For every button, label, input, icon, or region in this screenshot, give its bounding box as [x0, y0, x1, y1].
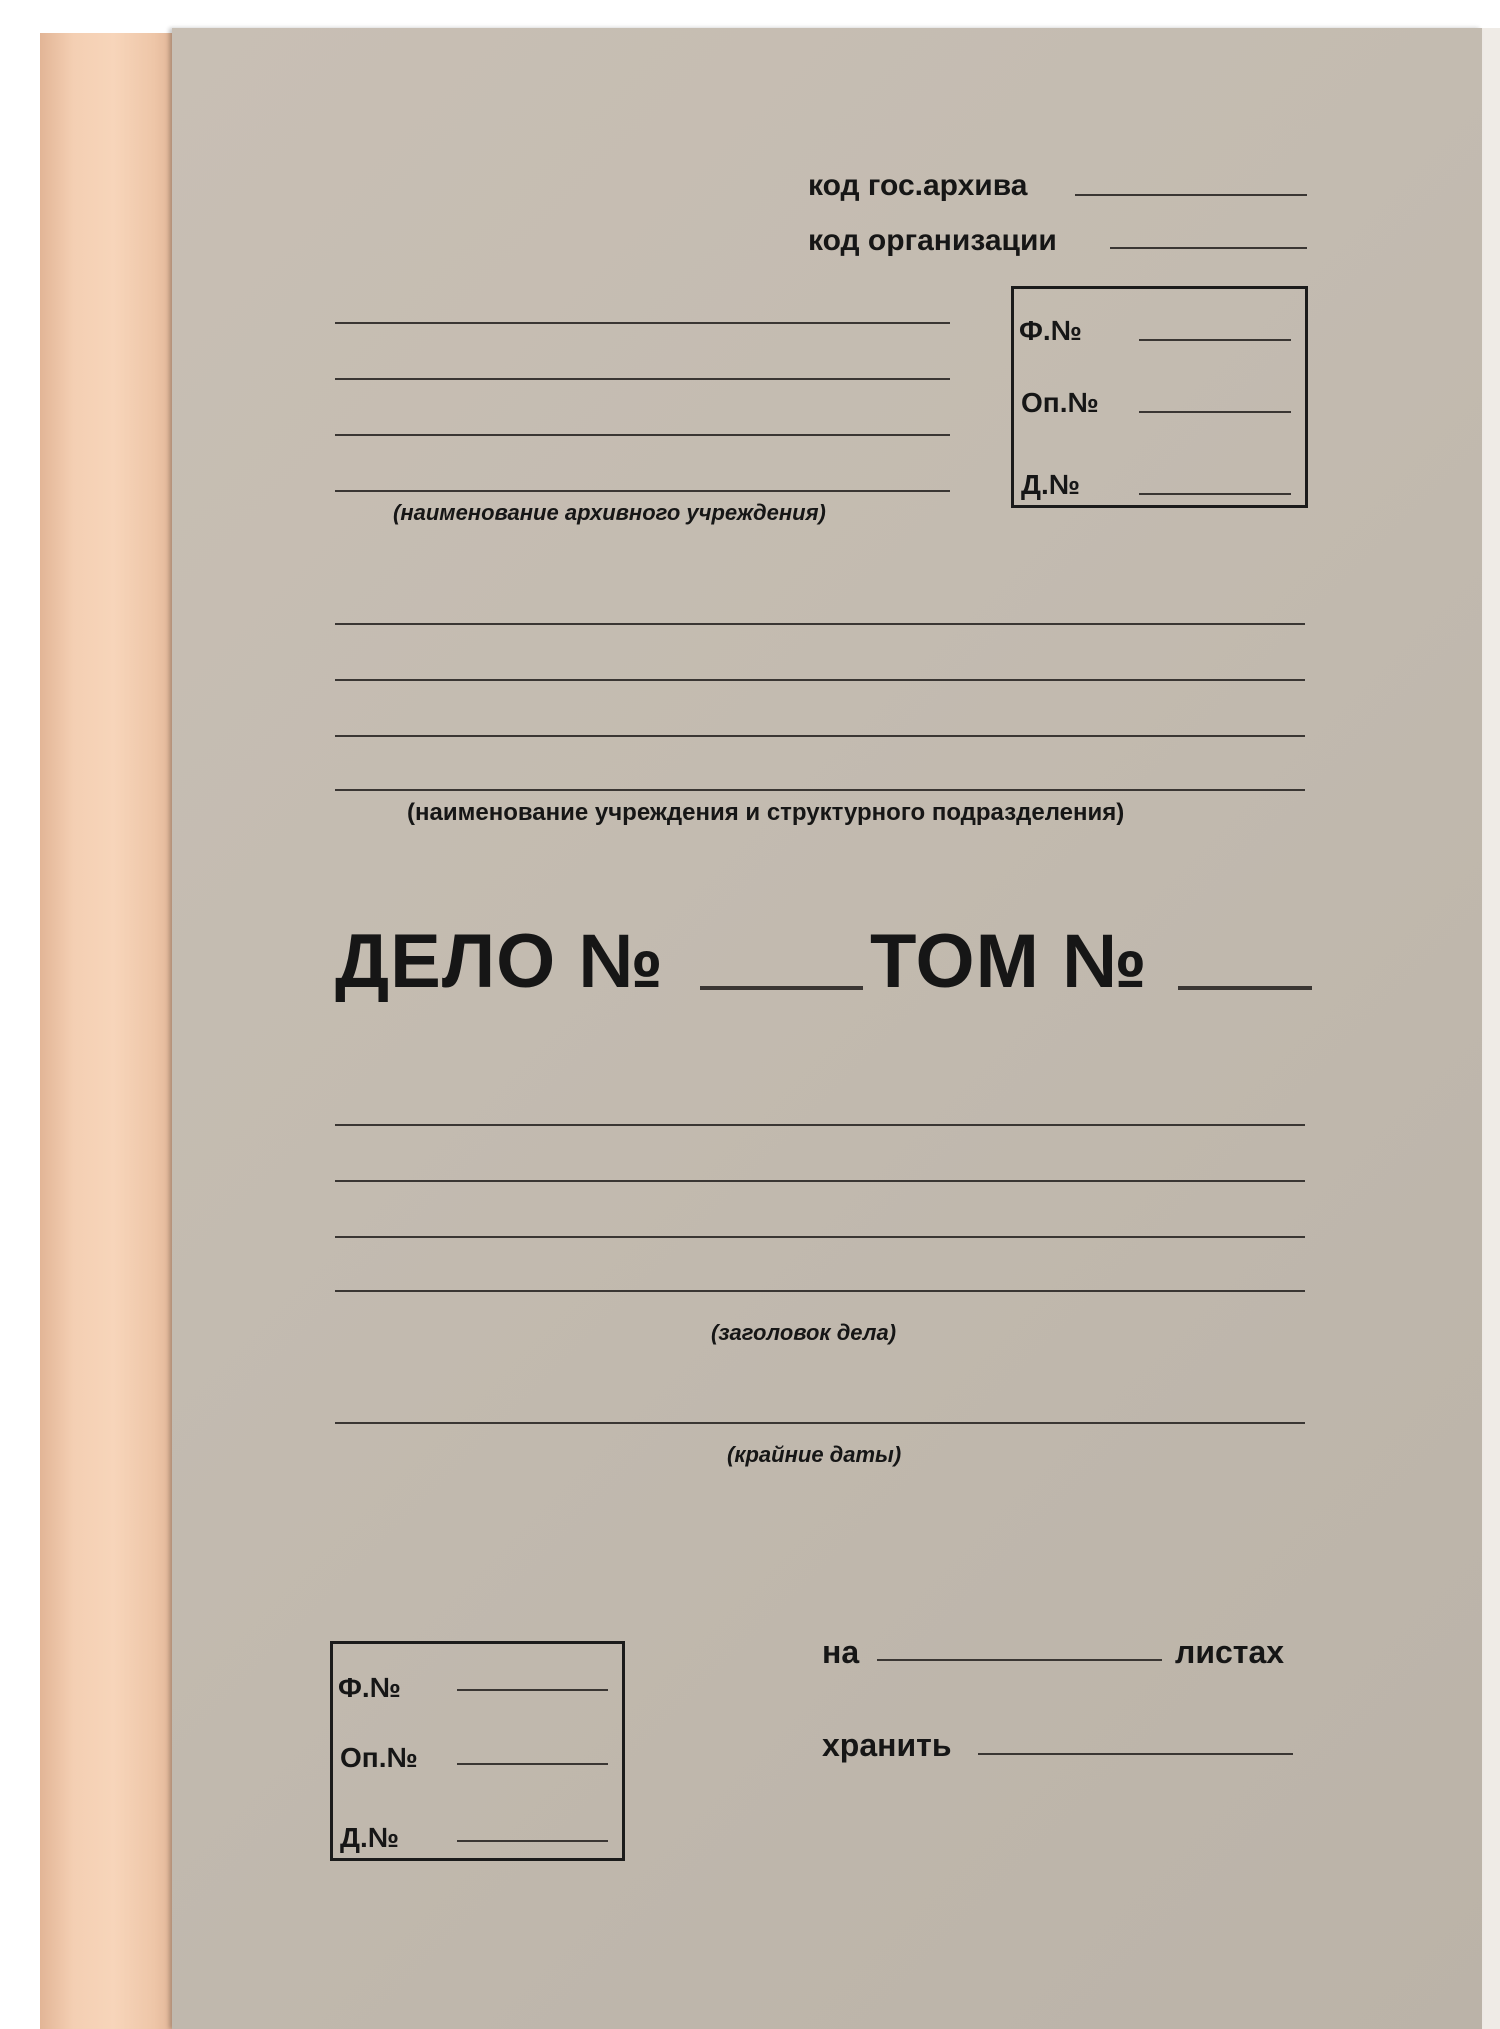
case-title-line-1 [335, 1124, 1305, 1126]
case-title-line-3 [335, 1236, 1305, 1238]
org-code-label: код организации [808, 224, 1057, 257]
archive-ref-box-bottom [330, 1641, 625, 1861]
archive-name-line-4 [335, 490, 950, 492]
folder-spine [40, 33, 174, 2029]
case-title-line-2 [335, 1180, 1305, 1182]
top-box-fond-label: Ф.№ [1019, 315, 1082, 346]
archive-code-label: код гос.архива [808, 169, 1028, 202]
case-title-line-4 [335, 1290, 1305, 1292]
top-box-delo-label: Д.№ [1021, 469, 1080, 500]
volume-number-label: ТОМ № [870, 919, 1148, 1004]
dates-line [335, 1422, 1305, 1424]
sheets-count-line [877, 1659, 1162, 1661]
bottom-box-delo-line [457, 1840, 608, 1842]
top-box-opis-label: Оп.№ [1021, 387, 1099, 418]
bottom-box-fond-label: Ф.№ [338, 1672, 401, 1703]
bottom-box-delo-label: Д.№ [340, 1822, 399, 1853]
bottom-box-opis-label: Оп.№ [340, 1742, 418, 1773]
bottom-box-fond-line [457, 1689, 608, 1691]
archive-name-line-2 [335, 378, 950, 380]
top-box-opis-line [1139, 411, 1291, 413]
sheets-prefix-label: на [822, 1634, 860, 1670]
institution-line-2 [335, 679, 1305, 681]
volume-number-line [1178, 986, 1312, 990]
storage-label: хранить [822, 1727, 952, 1763]
case-number-line [700, 986, 863, 990]
case-title-caption: (заголовок дела) [711, 1320, 897, 1345]
case-number-label: ДЕЛО № [335, 919, 665, 1004]
archive-name-caption: (наименование архивного учреждения) [393, 500, 826, 525]
archive-name-line-3 [335, 434, 950, 436]
institution-line-3 [335, 735, 1305, 737]
storage-period-line [978, 1753, 1293, 1755]
archive-name-line-1 [335, 322, 950, 324]
archive-ref-box-top [1011, 286, 1308, 508]
institution-line-1 [335, 623, 1305, 625]
bottom-box-opis-line [457, 1763, 608, 1765]
archive-code-line [1075, 194, 1307, 196]
dates-caption: (крайние даты) [727, 1442, 902, 1467]
org-code-line [1110, 247, 1307, 249]
institution-caption: (наименование учреждения и структурного подразделения) [407, 799, 1125, 826]
cover-edge [1482, 28, 1500, 2029]
top-box-fond-line [1139, 339, 1291, 341]
sheets-suffix-label: листах [1175, 1634, 1285, 1670]
top-box-delo-line [1139, 493, 1291, 495]
institution-line-4 [335, 789, 1305, 791]
